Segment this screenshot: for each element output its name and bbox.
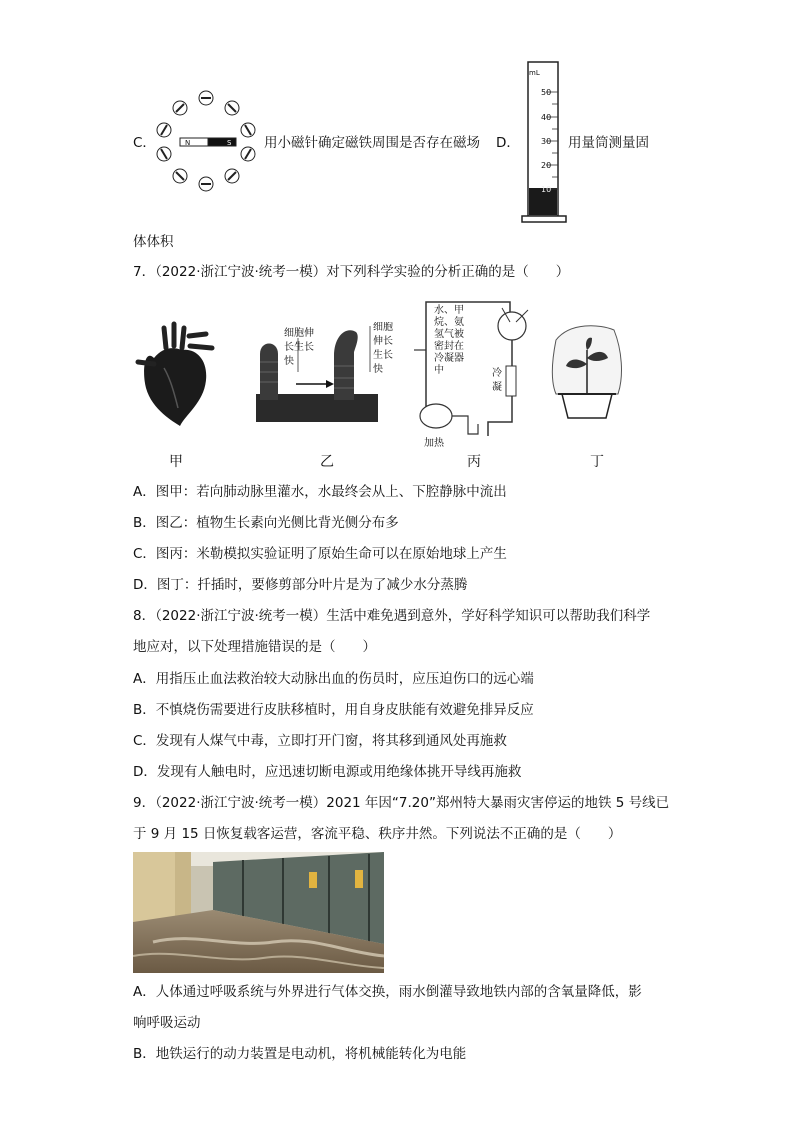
figure-yi-label: 生长 [373,350,393,361]
question-8-stem: 8．（2022·浙江宁波·统考一模）生活中难免遇到意外，学好科学知识可以帮助我们科学 [133,608,651,624]
question-7-option-a: A．图甲：若向肺动脉里灌水，水最终会从上、下腔静脉中流出 [133,484,507,500]
figure-yi-label: 长生长 [284,342,314,353]
figure-bing-label: 氢气被 [434,329,464,340]
figure-bing-cool-label: 凝 [492,382,502,393]
option-d-letter: D． [496,135,520,151]
figure-label-jia: 甲 [169,454,183,470]
cylinder-tick-label: 20 [541,161,552,170]
magnet-s-label: S [227,139,232,147]
figure-bing-label: 冷凝器 [434,353,464,364]
figure-yi-label: 伸长 [373,336,393,347]
figure-bing-label: 水、甲 [434,305,464,316]
question-9-option-b: B．地铁运行的动力装置是电动机，将机械能转化为电能 [133,1046,467,1062]
option-d-text-continued: 体体积 [133,234,174,250]
figure-bing-heat-label: 加热 [424,438,444,449]
cylinder-unit-label: mL [529,69,540,77]
bar-magnet [180,138,236,147]
question-9-stem: 9．（2022·浙江宁波·统考一模）2021 年因“7.20”郑州特大暴雨灾害停运的地铁 5 号线已 [133,795,670,811]
coleoptile-figure [256,322,400,428]
cylinder-tick-label: 10 [541,185,552,194]
heart-figure [134,318,220,428]
figure-bing-cool-label: 冷 [492,368,502,379]
option-c-letter: C． [133,135,156,151]
magnet-n-label: N [185,139,191,147]
figure-yi-label: 细胞伸 [284,328,314,339]
question-9-stem-continued: 于 9 月 15 日恢复载客运营，客流平稳、秩序井然。下列说法不正确的是（ ） [133,826,622,842]
question-8-option-c: C．发现有人煤气中毒，立即打开门窗，将其移到通风处再施救 [133,733,507,749]
question-8-option-b: B．不慎烧伤需要进行皮肤移植时，用自身皮肤能有效避免排异反应 [133,702,534,718]
miller-apparatus-figure [406,296,536,450]
figure-bing-label: 密封在 [434,341,464,352]
figure-yi-label: 细胞 [373,322,393,333]
question-8-option-a: A．用指压止血法救治较大动脉出血的伤员时，应压迫伤口的远心端 [133,671,534,687]
cylinder-tick-label: 50 [541,88,552,97]
question-9-option-a: A．人体通过呼吸系统与外界进行气体交换，雨水倒灌导致地铁内部的含氧量降低，影 [133,984,642,1000]
option-c-text: 用小磁针确定磁铁周围是否存在磁场 [264,135,480,151]
figure-bing-label: 中 [434,365,444,376]
figure-label-ding: 丁 [590,454,604,470]
figure-yi-label: 快 [284,356,294,367]
question-7-option-b: B．图乙：植物生长素向光侧比背光侧分布多 [133,515,399,531]
potted-plant-figure [548,320,626,420]
figure-yi-label: 快 [373,364,383,375]
figure-label-yi: 乙 [320,454,334,470]
question-7-option-c: C．图丙：米勒模拟实验证明了原始生命可以在原始地球上产生 [133,546,507,562]
question-7-stem: 7．（2022·浙江宁波·统考一模）对下列科学实验的分析正确的是（ ） [133,264,570,280]
option-d-text: 用量筒测量固 [568,135,649,151]
question-8-option-d: D．发现有人触电时，应迅速切断电源或用绝缘体挑开导线再施救 [133,764,522,780]
magnet-compass-figure [152,86,262,194]
figure-label-bing: 丙 [467,454,481,470]
cylinder-tick-label: 30 [541,137,552,146]
graduated-cylinder-figure [520,60,570,226]
question-7-option-d: D．图丁：扦插时，要修剪部分叶片是为了减少水分蒸腾 [133,577,468,593]
question-8-stem-continued: 地应对，以下处理措施错误的是（ ） [133,639,376,655]
cylinder-tick-label: 40 [541,113,552,122]
figure-bing-label: 烷、氨 [434,317,464,328]
question-9-option-a-continued: 响呼吸运动 [133,1015,201,1031]
flooded-subway-photo [133,852,384,973]
